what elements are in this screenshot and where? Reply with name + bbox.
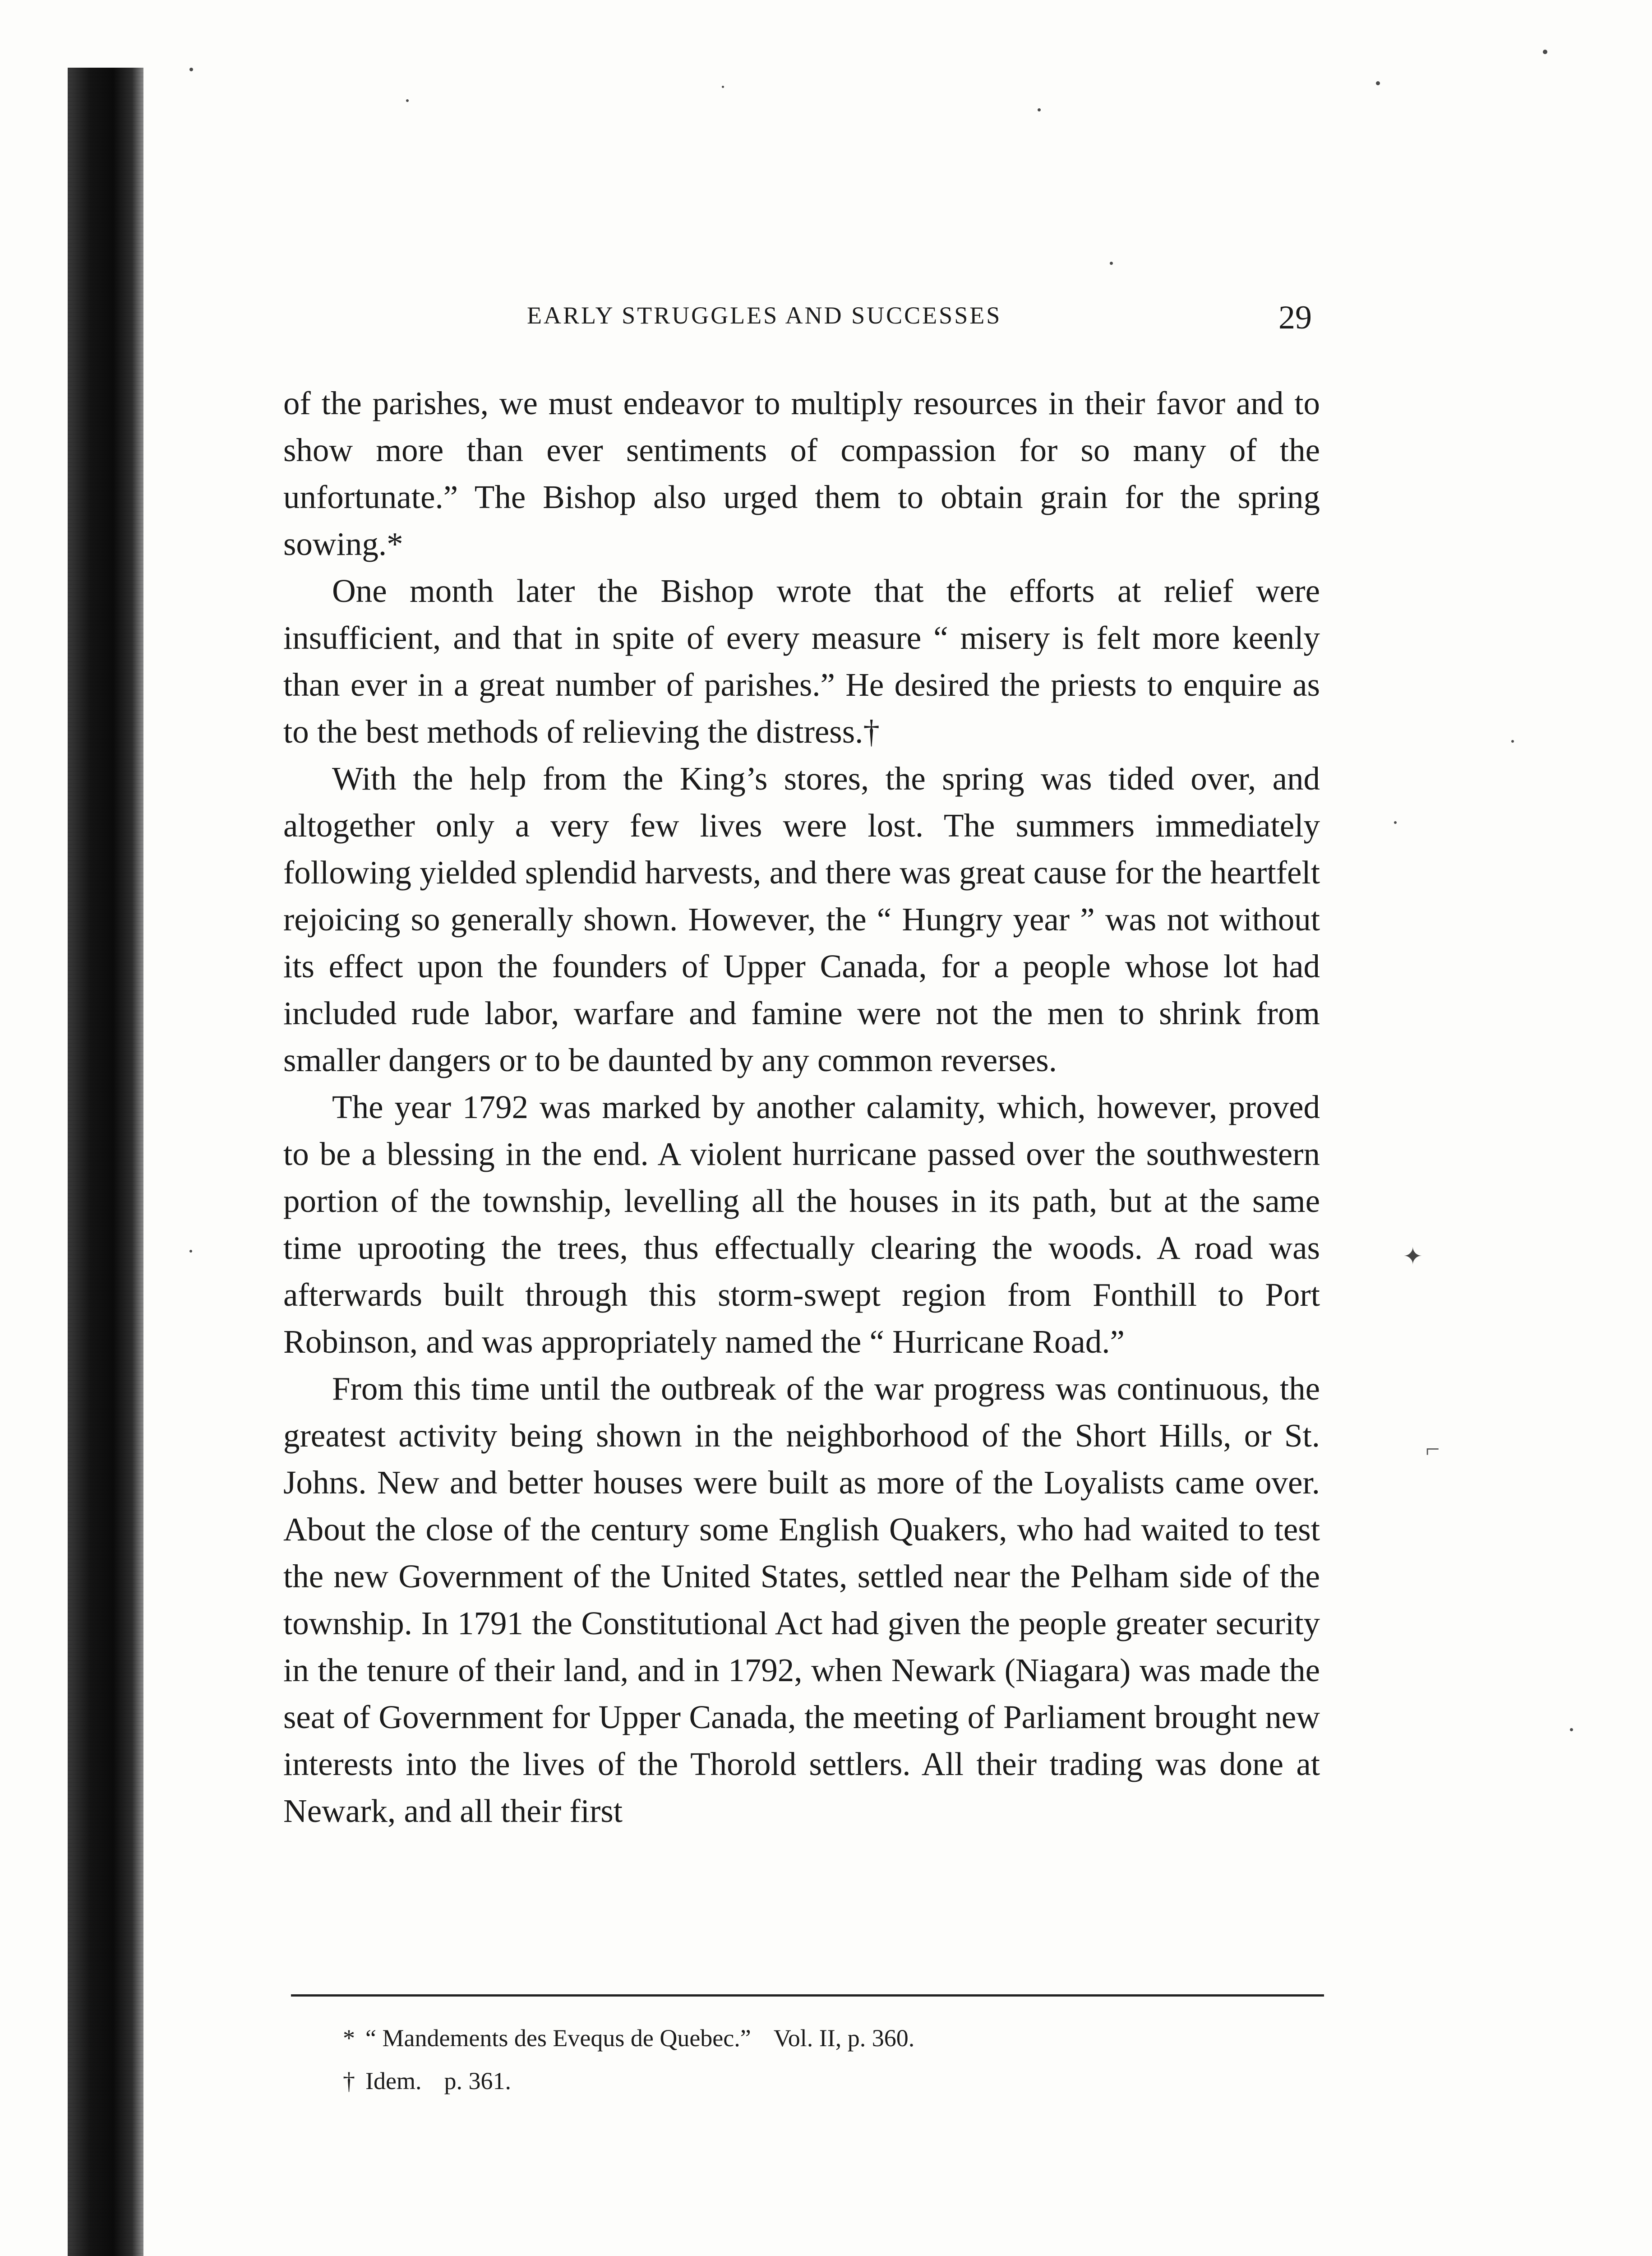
scan-speck <box>1376 81 1380 85</box>
scan-speck <box>1110 262 1113 265</box>
footnote-text: Idem. <box>365 2067 422 2094</box>
scan-speck <box>406 99 409 102</box>
paragraph: of the parishes, we must endeavor to multiply resources in their favor and to show more than ever sentiments of compassion for so many of the unfortunate.” The Bishop also urged them to obtain grain for the spring sowing.* <box>283 385 1320 562</box>
stray-mark: ✦ <box>1403 1244 1423 1270</box>
footnote-mark: * <box>343 2025 355 2052</box>
scan-speck <box>1394 821 1397 824</box>
paragraph: From this time until the outbreak of the war progress was continuous, the greatest activity being shown in the neighborhood of the Short Hills, or St. Johns. New and better houses were built as more of the Loyalists came over. About the close of the century some English Quakers, who had waited to test the new Government of the United States, settled near the Pelham side of the township. In 1791 the Constitutional Act had given the people greater security in the tenure of their land, and in 1792, when Newark (Niagara) was made the seat of Government for Upper Canada, the meeting of Parliament brought new interests into the lives of the Thorold settlers. All their trading was done at Newark, and all their first <box>283 1370 1320 1829</box>
footnote-mark: † <box>343 2067 355 2094</box>
paragraph: One month later the Bishop wrote that the efforts at relief were insufficient, and that in spite of every measure “ misery is felt more keenly than ever in a great number of parishes.” He desired the priests to enquire as to the best methods of relieving the distress.† <box>283 573 1320 750</box>
scan-speck <box>1570 1728 1573 1731</box>
paragraph: The year 1792 was marked by another calamity, which, however, proved to be a blessing in the end. A violent hurricane passed over the southwestern portion of the township, levelling all the houses in its path, but at the same time uprooting the trees, thus effectually clearing the woods. A road was afterwards built through this storm-swept region from Fonthill to Port Robinson, and was appropriately named the “ Hurricane Road.” <box>283 1089 1320 1360</box>
scan-speck <box>1543 50 1547 54</box>
footnotes <box>343 2017 1290 2103</box>
footnote <box>343 2060 1290 2103</box>
running-head: EARLY STRUGGLES AND SUCCESSES <box>527 302 1002 329</box>
page-number: 29 <box>1278 299 1312 336</box>
stray-mark: ⌐ <box>1426 1435 1440 1463</box>
page-header <box>280 299 1313 335</box>
footnote <box>343 2017 1290 2060</box>
scan-speck <box>1511 740 1514 743</box>
paragraph: With the help from the King’s stores, the spring was tided over, and altogether only a very few lives were lost. The summers immediately following yielded splendid harvests, and there was great cause for the heartfelt rejoicing so generally shown. However, the “ Hungry year ” was not without its effect upon the founders of Upper Canada, for a people whose lot had included rude labor, warfare and famine were not the men to shrink from smaller dangers or to be daunted by any common reverses. <box>283 760 1320 1078</box>
footnote-ref: Vol. II, p. 360. <box>773 2025 915 2052</box>
body-text <box>283 380 1320 1835</box>
scan-speck <box>189 68 193 71</box>
footnote-rule <box>291 1994 1324 1997</box>
scan-speck <box>722 86 724 88</box>
footnote-text: “ Mandements des Evequs de Quebec.” <box>365 2025 751 2052</box>
binding-shadow <box>68 68 143 2256</box>
footnote-ref: p. 361. <box>444 2067 511 2094</box>
scan-speck <box>189 1250 192 1253</box>
scan-speck <box>1038 108 1041 111</box>
